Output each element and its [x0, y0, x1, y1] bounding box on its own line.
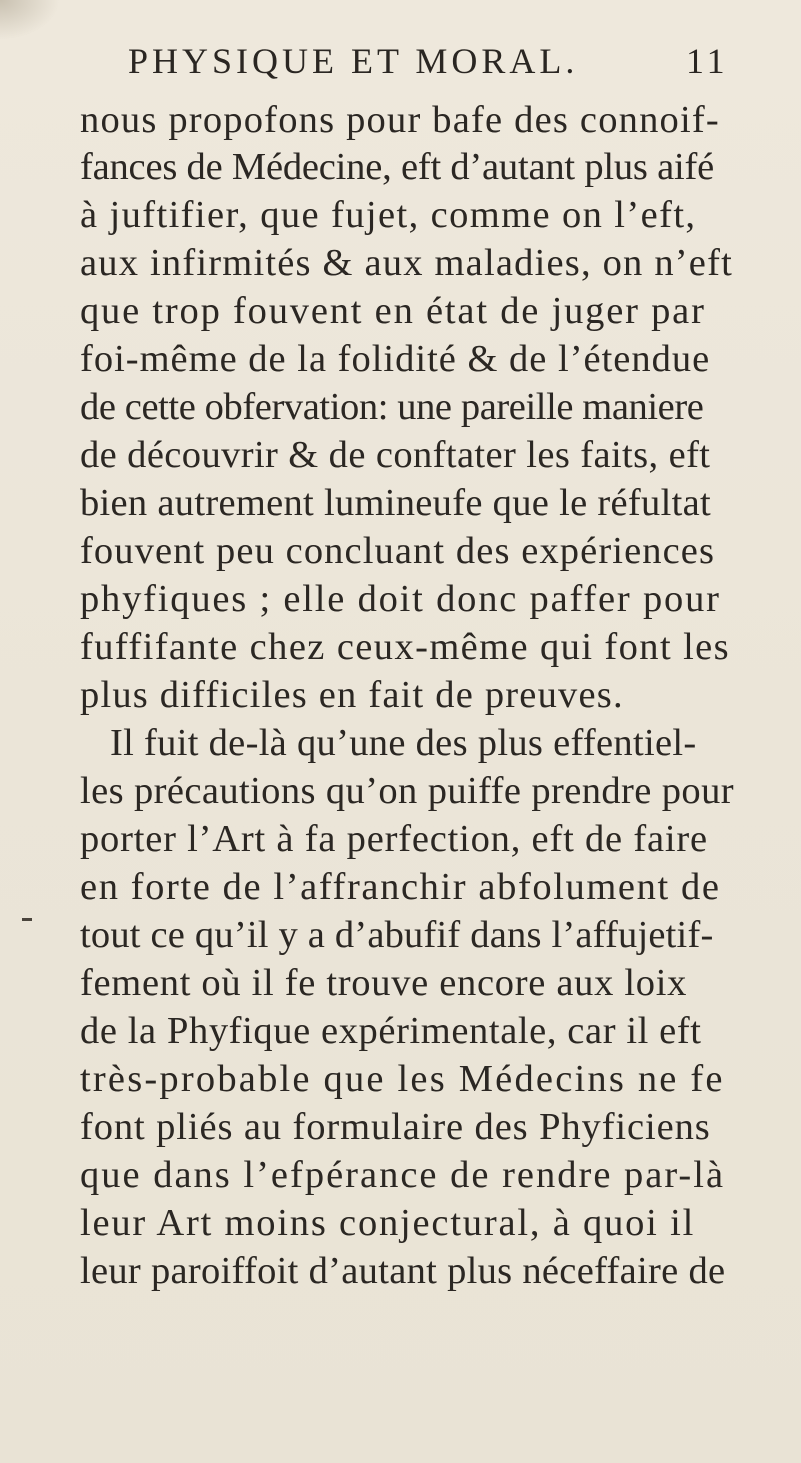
running-title: PHYSIQUE ET MORAL.	[128, 41, 579, 81]
text-line: tout ce qu’il y a d’abufif dans l’affujetif-	[80, 914, 714, 956]
text-line: les précautions qu’on puiffe prendre pour	[80, 770, 734, 812]
text-line: nous propofons pour bafe des connoif-	[80, 99, 720, 141]
text-line: très-probable que les Médecins ne fe	[80, 1058, 725, 1100]
text-line: que trop fouvent en état de juger par	[80, 290, 706, 332]
text-line: de découvrir & de conftater les faits, eft	[80, 434, 711, 476]
text-line: aux infirmités & aux maladies, on n’eft	[80, 242, 734, 284]
text-line: bien autrement lumineufe que le réfultat	[80, 482, 711, 524]
text-line: Il fuit de-là qu’une des plus effentiel-	[110, 722, 697, 764]
text-line: leur Art moins conjectural, à quoi il	[80, 1202, 696, 1244]
text-line: plus difficiles en fait de preuves.	[80, 674, 624, 716]
text-line: fuffifante chez ceux-même qui font les	[80, 626, 731, 668]
text-line: foi-même de la folidité & de l’étendue	[80, 338, 711, 380]
text-line: à juftifier, que fujet, comme on l’eft,	[80, 194, 697, 236]
text-line: fances de Médecine, eft d’autant plus aifé	[80, 146, 715, 188]
page-number: 11	[686, 41, 729, 81]
text-line: fement où il fe trouve encore aux loix	[80, 962, 688, 1004]
text-line: phyfiques ; elle doit donc paffer pour	[80, 578, 721, 620]
text-line: que dans l’efpérance de rendre par-là	[80, 1154, 726, 1196]
margin-mark	[22, 918, 32, 921]
running-header	[128, 40, 729, 82]
text-line: porter l’Art à fa perfection, eft de faire	[80, 818, 708, 860]
text-line: leur paroiffoit d’autant plus néceffaire de	[80, 1250, 726, 1292]
text-line: en forte de l’affranchir abfolument de	[80, 866, 721, 908]
page-corner-shadow	[0, 0, 60, 40]
text-line: de cette obfervation: une pareille maniere	[80, 386, 704, 428]
text-line: font pliés au formulaire des Phyficiens	[80, 1106, 711, 1148]
text-line: de la Phyfique expérimentale, car il eft	[80, 1010, 702, 1052]
text-line: fouvent peu concluant des expériences	[80, 530, 716, 572]
